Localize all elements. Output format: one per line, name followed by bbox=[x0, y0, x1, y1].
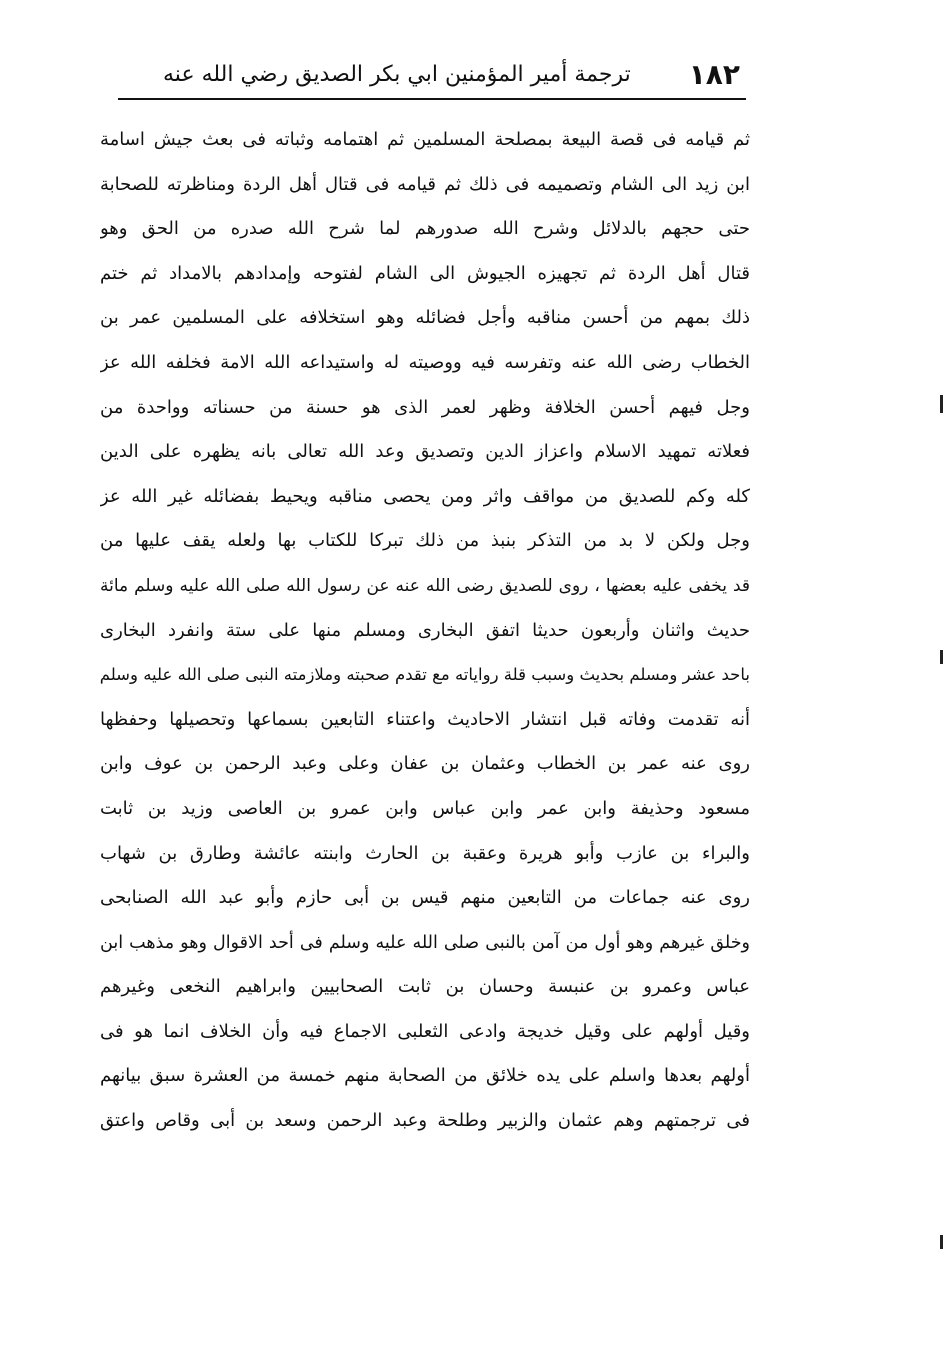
text-line: عباس وعمرو بن عنبسة وحسان بن ثابت الصحابيين وابراهيم النخعى وغيرهم bbox=[100, 976, 750, 998]
text-line: كله وكم للصديق من مواقف واثر ومن يحصى مناقبه ويحيط بفضائله غير الله عز bbox=[100, 485, 750, 507]
page-number: ١٨٢ bbox=[688, 57, 740, 91]
text-line: قتال أهل الردة ثم تجهيزه الجيوش الى الشام لفتوحه وإمدادهم بالامداد ثم ختم bbox=[100, 262, 750, 284]
text-line: وقيل أولهم على وقيل خديجة وادعى الثعلبى الاجماع فيه وأن الخلاف انما هو فى bbox=[100, 1020, 750, 1042]
text-line: روى عنه جماعات من التابعين منهم قيس بن أبى حازم وأبو عبد الله الصنابحى bbox=[100, 887, 750, 909]
text-line: فى ترجمتهم وهم عثمان والزبير وطلحة وعبد الرحمن وسعد بن أبى وقاص واعتق bbox=[100, 1110, 750, 1132]
text-line: والبراء بن عازب وأبو هريرة وعقبة بن الحارث وابنته عائشة وطارق بن شهاب bbox=[100, 842, 750, 864]
text-line: أولهم بعدها واسلم على يده خلائق من الصحابة منهم خمسة من العشرة سبق بيانهم bbox=[100, 1065, 750, 1087]
text-line: الخطاب رضى الله عنه وتفرسه فيه ووصيته له واستيداعه الله الامة فخلفه الله عز bbox=[100, 351, 750, 373]
text-line: حتى حجهم بالدلائل وشرح الله صدورهم لما شرح الله صدره من الحق وهو bbox=[100, 218, 750, 240]
text-line: أنه تقدمت وفاته قبل انتشار الاحاديث واعتناء التابعين بسماعها وتحصيلها وحفظها bbox=[100, 708, 750, 730]
text-line: باحد عشر ومسلم بحديث وسبب قلة رواياته مع تقدم صحبته وملازمته النبى صلى الله عليه وسلم bbox=[100, 665, 750, 685]
text-line: مسعود وحذيفة وابن عمر وابن عباس وابن عمرو بن العاصى وزيد بن ثابت bbox=[100, 797, 750, 819]
text-line: فعلاته تمهيد الاسلام واعزاز الدين وتصديق وعد الله تعالى بانه يظهره على الدين bbox=[100, 441, 750, 463]
text-line: ابن زيد الى الشام وتصميمه فى ذلك ثم قيامه فى قتال أهل الردة ومناظرته للصحابة bbox=[100, 173, 750, 195]
text-line: وخلق غيرهم وهو أول من آمن بالنبى صلى الله عليه وسلم فى أحد الاقوال وهو مذهب ابن bbox=[100, 932, 750, 953]
text-line: روى عنه عمر بن الخطاب وعثمان بن عفان وعلى وعبد الرحمن بن عوف وابن bbox=[100, 753, 750, 775]
edge-mark bbox=[940, 395, 943, 413]
header-rule bbox=[118, 98, 746, 100]
body-text bbox=[100, 118, 750, 1144]
text-line: قد يخفى عليه بعضها ، روى للصديق رضى الله عنه عن رسول الله صلى الله عليه وسلم مائة bbox=[100, 575, 750, 596]
text-line: وجل ولكن لا بد من التذكر بنبذ من ذلك تبركا للكتاب بها ولعله يقف عليها من bbox=[100, 530, 750, 552]
running-header bbox=[120, 52, 740, 96]
text-line: ثم قيامه فى قصة البيعة بمصلحة المسلمين ثم اهتمامه وثباته فى بعث جيش اسامة bbox=[100, 129, 750, 150]
edge-mark bbox=[940, 650, 943, 664]
header-title: ترجمة أمير المؤمنين ابي بكر الصديق رضي الله عنه bbox=[163, 61, 631, 87]
text-line: وجل فيهم أحسن الخلافة وظهر لعمر الذى هو حسنة من حسناته وواحدة من bbox=[100, 396, 750, 418]
text-line: حديث واثنان وأربعون حديثا اتفق البخارى ومسلم منها على ستة وانفرد البخارى bbox=[100, 619, 750, 641]
edge-mark bbox=[940, 1235, 943, 1249]
text-line: ذلك بمهم من أحسن مناقبه وأجل فضائله وهو استخلافه على المسلمين عمر بن bbox=[100, 307, 750, 329]
